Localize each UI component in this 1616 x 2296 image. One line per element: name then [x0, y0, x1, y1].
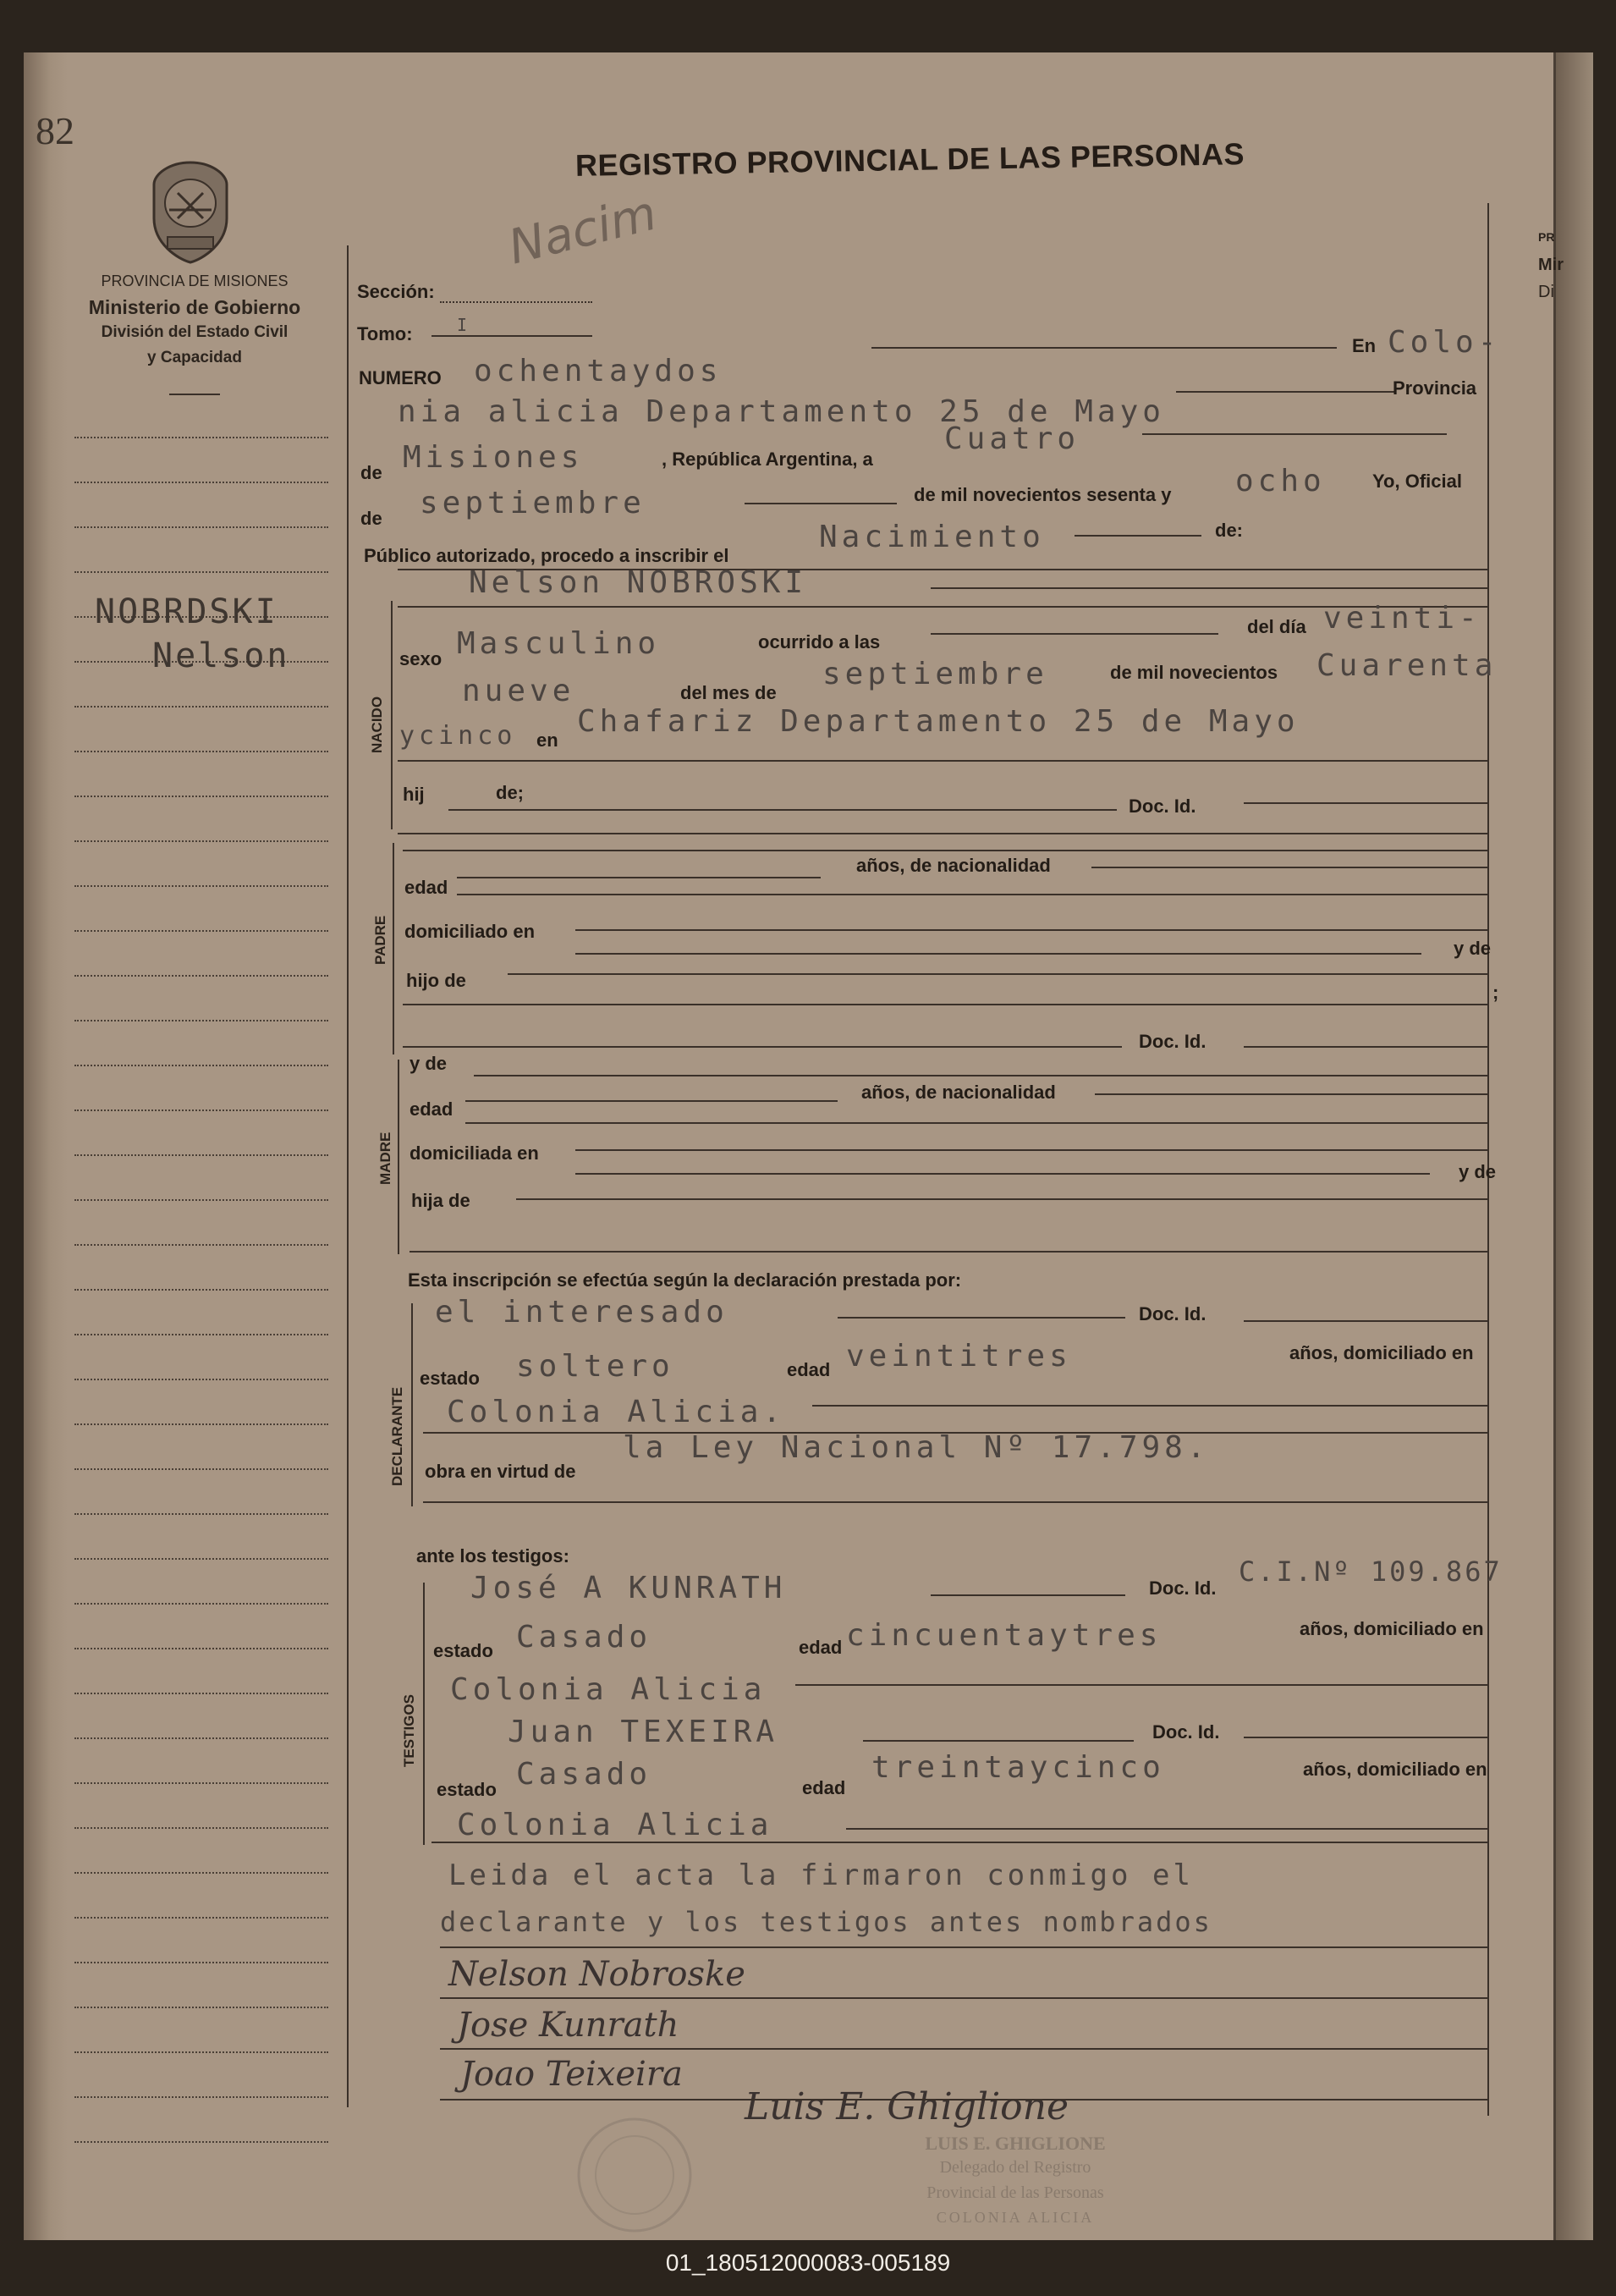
margin-line: [74, 1962, 328, 1963]
lugar2-line: [398, 760, 1489, 762]
t2-edad-value: treintaycinco: [871, 1750, 1165, 1785]
padre-rule: [393, 843, 394, 1054]
t1-edad-value: cincuentaytres: [846, 1618, 1163, 1653]
republica-label: , República Argentina, a: [662, 449, 873, 470]
round-seal-icon: [525, 2116, 745, 2234]
t2-docid-label: Doc. Id.: [1152, 1721, 1220, 1743]
hij-label: hij: [403, 784, 425, 805]
ocurrido-label: ocurrido a las: [758, 631, 881, 652]
padre-docid-label: Doc. Id.: [1139, 1031, 1207, 1052]
provincia-value: Misiones: [403, 440, 584, 475]
en-value: Colo-: [1388, 325, 1501, 360]
t1-nombre: José A KUNRATH: [470, 1571, 787, 1605]
province-line: PROVINCIA DE MISIONES: [101, 273, 289, 289]
madre-bottom-line: [409, 1251, 1489, 1253]
margin-line: [74, 1872, 328, 1874]
margin-line: [74, 885, 328, 887]
decl-bottom-line: [423, 1501, 1489, 1503]
margin-line: [74, 1782, 328, 1784]
leida-line-1: Leida el acta la firmaron conmigo el: [448, 1858, 1194, 1892]
book-spine-shadow: [24, 52, 68, 2240]
lugar2-value: Chafariz Departamento 25 de Mayo: [577, 704, 1300, 739]
divider: [169, 394, 220, 395]
padre-dom-line-2: [575, 953, 1421, 955]
acto-value: Nacimiento: [819, 520, 1045, 554]
padre-top-line: [403, 850, 1489, 851]
t1-anios-dom-label: años, domiciliado en: [1300, 1618, 1484, 1639]
coat-of-arms-icon: [144, 159, 237, 264]
decl-anios-dom-label: años, domiciliado en: [1289, 1342, 1474, 1363]
madre-edad-line: [465, 1100, 838, 1102]
dia-value: Cuatro: [944, 421, 1080, 456]
t2-edad-label: edad: [802, 1777, 846, 1798]
t2-nombre: Juan TEXEIRA: [508, 1715, 779, 1749]
publico-label: Público autorizado, procedo a inscribir el: [364, 545, 729, 566]
dia2-value: nueve: [462, 674, 575, 708]
ruled-line: [440, 2048, 1489, 2050]
stamp-registry: Provincial de las Personas: [926, 2183, 1104, 2202]
tomo-label: Tomo:: [357, 323, 413, 344]
tomo-line: [431, 335, 592, 337]
t1-dom-value: Colonia Alicia: [450, 1672, 767, 1707]
anio3-value: ycinco: [399, 721, 517, 751]
stamp-name: LUIS E. GHIGLIONE: [925, 2133, 1106, 2154]
declarante-side-label: DECLARANTE: [389, 1386, 405, 1486]
facing-page-text: Di: [1538, 283, 1554, 301]
margin-line: [74, 1737, 328, 1739]
madre-edad-label: edad: [409, 1098, 453, 1120]
docid-line: [1244, 802, 1489, 804]
madre-y-de-2-label: y de: [1459, 1161, 1497, 1182]
margin-line: [74, 1423, 328, 1425]
margin-line: [74, 1558, 328, 1560]
lugar-value: nia alicia Departamento 25 de Mayo: [398, 394, 1165, 429]
stamp-location: COLONIA ALICIA: [936, 2209, 1095, 2226]
margin-line: [74, 930, 328, 932]
nacido-bottom-line: [398, 833, 1489, 834]
nacido-side-label: NACIDO: [369, 696, 385, 753]
nacido-rule: [391, 601, 393, 829]
margin-line: [74, 1827, 328, 1829]
padre-dom-line: [575, 929, 1489, 931]
hija-de-line: [516, 1198, 1489, 1200]
page-number: 82: [36, 109, 74, 152]
margin-line: [74, 482, 328, 483]
padre-nac-line: [1091, 867, 1489, 868]
nombre-line: [931, 587, 1489, 589]
ruled-line: [440, 1997, 1489, 1999]
hijo-de-line: [508, 973, 1489, 975]
division-line: División del Estado Civil: [101, 323, 289, 341]
margin-line: [74, 1020, 328, 1021]
margin-line: [74, 2096, 328, 2098]
decl-estado-label: estado: [420, 1368, 480, 1389]
mil-label: de mil novecientos sesenta y: [914, 484, 1172, 505]
padre-anios-label: años, de nacionalidad: [856, 855, 1051, 876]
t1-estado-label: estado: [433, 1640, 493, 1661]
margin-line: [74, 526, 328, 528]
anio-value: ocho: [1235, 464, 1326, 498]
hij-line: [448, 809, 1117, 811]
mes-value: septiembre: [420, 486, 646, 520]
t2-anios-dom-label: años, domiciliado en: [1303, 1759, 1487, 1780]
margin-line: [74, 1334, 328, 1335]
dia-line: [1142, 433, 1447, 435]
hijo-de-label: hijo de: [406, 970, 466, 991]
oficial-label: Yo, Oficial: [1372, 471, 1462, 492]
signature-testigo-1: Jose Kunrath: [457, 2006, 679, 2045]
t2-estado-value: Casado: [516, 1757, 652, 1792]
mes2-value: septiembre: [822, 657, 1048, 691]
madre-domiciliada-label: domiciliada en: [409, 1142, 539, 1164]
margin-line: [74, 2051, 328, 2053]
margin-line: [74, 2007, 328, 2008]
margin-line: [74, 1603, 328, 1605]
acto-line: [1075, 535, 1201, 537]
de4-label: de;: [496, 782, 524, 803]
en2-label: en: [536, 730, 558, 751]
handwritten-mark: Nacim: [503, 185, 662, 276]
padre-edad-line: [457, 877, 821, 878]
madre-line-1: [474, 1075, 1489, 1076]
margin-line: [74, 571, 328, 573]
del-dia-label: del día: [1247, 616, 1306, 637]
declarante-value: el interesado: [435, 1295, 728, 1330]
decl-estado-value: soltero: [516, 1349, 674, 1384]
madre-rule: [398, 1060, 399, 1254]
de2-label: de: [360, 508, 382, 529]
t1-nombre-line: [931, 1594, 1125, 1596]
margin-line: [74, 1693, 328, 1694]
capacity-line: y Capacidad: [147, 349, 242, 366]
madre-nac-line: [1095, 1093, 1489, 1095]
madre-line-2: [465, 1122, 1489, 1124]
semicolon: ;: [1492, 982, 1499, 1003]
padre-y-de-label: y de: [1454, 938, 1492, 959]
margin-line: [74, 1513, 328, 1515]
ocurrido-line: [931, 633, 1218, 635]
madre-dom-line: [575, 1149, 1489, 1151]
madre-dom-line-2: [575, 1173, 1430, 1175]
t1-dom-line: [795, 1684, 1489, 1686]
decl-docid-line: [1244, 1320, 1489, 1322]
testigos-side-label: TESTIGOS: [401, 1694, 417, 1767]
decl-dom-value: Colonia Alicia.: [447, 1395, 786, 1429]
de3-label: de:: [1215, 520, 1243, 541]
padre-domiciliado-label: domiciliado en: [404, 921, 536, 942]
margin-line: [74, 1289, 328, 1291]
obra-label: obra en virtud de: [425, 1461, 576, 1482]
sexo-value: Masculino: [457, 626, 661, 661]
padre-bottom-line: [403, 1046, 1122, 1048]
signature-testigo-2: Joao Teixeira: [460, 2055, 683, 2094]
testigos-bottom-line: [431, 1842, 1489, 1843]
page-title: REGISTRO PROVINCIAL DE LAS PERSONAS: [574, 136, 1245, 183]
declarante-rule: [411, 1303, 413, 1506]
docid-label: Doc. Id.: [1129, 796, 1196, 817]
margin-line: [74, 1244, 328, 1246]
stamp-role: Delegado del Registro: [939, 2158, 1091, 2177]
form-left-rule: [347, 245, 349, 2107]
margin-line: [74, 1109, 328, 1111]
margin-line: [74, 1199, 328, 1201]
t1-edad-label: edad: [799, 1637, 843, 1658]
ruled-line: [440, 1946, 1489, 1948]
margin-line: [74, 840, 328, 842]
en-label: En: [1352, 335, 1377, 356]
seccion-label: Sección:: [357, 281, 435, 302]
ministry-line: Ministerio de Gobierno: [88, 296, 301, 318]
ruled-line: [440, 2099, 1489, 2101]
obra-value: la Ley Nacional Nº 17.798.: [623, 1430, 1210, 1465]
signature-declarante: Nelson Nobroske: [448, 1955, 745, 1994]
facing-page-text: Mir: [1538, 256, 1564, 274]
declarante-line: [838, 1317, 1125, 1319]
t1-doc-value: C.I.Nº 109.867: [1239, 1555, 1503, 1588]
t2-docid-line: [1244, 1737, 1489, 1738]
numero-value: ochentaydos: [474, 354, 723, 388]
decl-docid-label: Doc. Id.: [1139, 1303, 1207, 1324]
margin-line: [74, 796, 328, 797]
decl-edad-value: veintitres: [846, 1339, 1072, 1374]
t2-estado-label: estado: [437, 1779, 497, 1800]
margin-line: [74, 1154, 328, 1156]
provincia-label: Provincia: [1393, 377, 1477, 399]
numero-label: NUMERO: [359, 367, 442, 388]
margin-line: [74, 1917, 328, 1919]
seccion-line: [440, 301, 592, 303]
madre-side-label: MADRE: [377, 1131, 393, 1185]
de-label: de: [360, 462, 382, 483]
margin-line: [74, 2141, 328, 2143]
margin-line: [74, 706, 328, 708]
t1-docid-label: Doc. Id.: [1149, 1577, 1217, 1599]
padre-edad-label: edad: [404, 877, 448, 898]
margin-line: [74, 751, 328, 752]
mil2-label: de mil novecientos: [1110, 662, 1278, 683]
facing-page-edge: [1553, 52, 1593, 2240]
margin-line: [74, 1468, 328, 1470]
margin-surname: NOBRDSKI: [95, 592, 278, 631]
mes-line: [745, 503, 897, 504]
lugar-line: [1176, 391, 1396, 393]
inscripcion-label: Esta inscripción se efectúa según la declaración prestada por:: [408, 1269, 962, 1291]
margin-line: [74, 1065, 328, 1066]
padre-line-2: [457, 894, 1489, 895]
t2-dom-value: Colonia Alicia: [457, 1808, 773, 1842]
madre-y-de-label: y de: [409, 1053, 448, 1074]
t2-dom-line: [846, 1828, 1489, 1830]
t2-nombre-line: [863, 1740, 1134, 1742]
madre-anios-label: años, de nacionalidad: [861, 1082, 1056, 1103]
image-caption: 01_180512000083-005189: [665, 2249, 951, 2276]
margin-line: [74, 1379, 328, 1380]
padre-line-3: [403, 1004, 1489, 1005]
margin-given-name: Nelson: [152, 636, 290, 675]
sexo-label: sexo: [399, 648, 442, 669]
margin-line: [74, 437, 328, 438]
margin-line: [74, 975, 328, 977]
signature-oficial: Luis E. Ghiglione: [745, 2085, 1069, 2128]
padre-docid-line: [1244, 1046, 1489, 1048]
margin-line: [74, 1648, 328, 1649]
t1-estado-value: Casado: [516, 1620, 652, 1655]
decl-edad-label: edad: [787, 1359, 831, 1380]
nombre-value: Nelson NOBROSKI: [469, 565, 808, 600]
hija-de-label: hija de: [411, 1190, 470, 1211]
tomo-value: I: [457, 315, 472, 335]
leida-line-2: declarante y los testigos antes nombrados: [440, 1906, 1212, 1938]
testigos-rule: [423, 1583, 425, 1845]
decl-dom-line: [812, 1405, 1489, 1407]
padre-side-label: PADRE: [372, 915, 388, 965]
del-dia-value: veinti-: [1323, 601, 1481, 636]
del-mes-label: del mes de: [680, 682, 777, 703]
facing-page-text: PR: [1538, 230, 1555, 244]
anio2-value: Cuarenta: [1316, 648, 1498, 683]
testigos-label: ante los testigos:: [416, 1545, 569, 1566]
numero-line: [871, 347, 1337, 349]
